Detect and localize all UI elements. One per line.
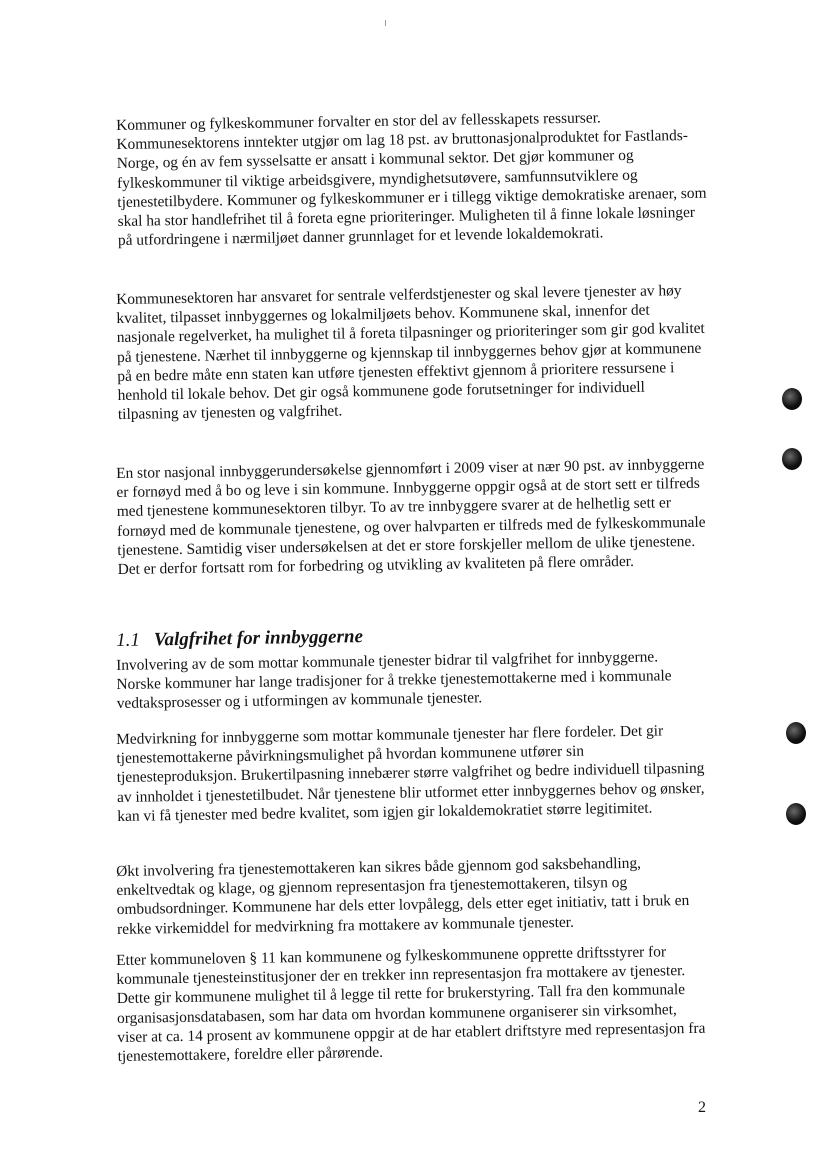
scan-mark [385, 20, 386, 26]
paragraph-intro-3: En stor nasjonal innbyggerundersøkelse gjennomført i 2009 viser at nær 90 pst. av innbyggerne er fornøyd med å bo og leve i sin kommune. Innbyggerne oppgir også at de stort sett er tilfreds med tjenestene kommunesektoren tilbyr. To av tre innbyggere svarer at de helhetlig sett er fornøyd med de kommunale tjenestene, og over halvparten er tilfreds med de fylkeskommunale tjenestene. Samtidig viser undersøkelsen at det er store forskjeller mellom de ulike tjenestene. Det er derfor fortsatt rom for forbedring og utvikling av kvaliteten på flere områder. [116, 455, 706, 579]
paragraph-section-4: Etter kommuneloven § 11 kan kommunene og fylkeskommunene opprette driftsstyrer for kommunale tjenesteinstitusjoner der en trekker inn representasjon fra mottakere av tjenester. Dette gir kommunene mulighet til å legge til rette for brukerstyring. Tall fra den kommunale organisasjonsdatabasen, som har data om hvordan kommunene organiserer sin virksomhet, viser at ca. 14 prosent av kommunene oppgir at de har etablert driftstyre med representasjon fra tjenestemottakere, foreldre eller pårørende. [116, 943, 706, 1066]
page-number: 2 [698, 1099, 706, 1116]
section-title: Valgfrihet for innbyggerne [153, 626, 364, 651]
paragraph-intro-1: Kommuner og fylkeskommuner forvalter en stor del av fellesskapets ressurser. Kommunesektorens inntekter utgjør om lag 18 pst. av bruttonasjonalproduktet for Fastlands-Norge, og én av fem sysselsatte er ansatt i kommunal sektor. Det gjør kommuner og fylkeskommuner til viktige arbeidsgivere, myndighetsutøvere, samfunnsutviklere og tjenestetilbydere. Kommuner og fylkeskommuner er i tillegg viktige demokratiske arenaer, som skal ha stor handlefrihet til å foreta egne prioriteringer. Muligheten til å finne lokale løsninger på utfordringene i nærmiljøet danner grunnlaget for et levende lokaldemokrati. [116, 109, 707, 250]
paragraph-intro-2: Kommunesektoren har ansvaret for sentrale velferdstjenester og skal levere tjenester av høy kvalitet, tilpasset innbyggernes og lokalmiljøets behov. Kommunene skal, innenfor det nasjonale regelverket, ha mulighet til å foreta tilpasninger og prioriteringer som gir god kvalitet på tjenestene. Nærhet til innbyggerne og kjennskap til innbyggernes behov gjør at kommunene på en bedre måte enn staten kan utføre tjenesten effektivt gjennom å prioritere ressursene i henhold til lokale behov. Det gir også kommunene gode forutsetninger for individuell tilpasning av tjenesten og valgfrihet. [116, 282, 705, 424]
punch-hole-icon [786, 803, 806, 825]
punch-hole-icon [782, 388, 802, 410]
section-number: 1.1 [116, 629, 141, 651]
punch-hole-icon [786, 722, 806, 744]
paragraph-section-2: Medvirkning for innbyggerne som mottar kommunale tjenester har flere fordeler. Det gir tjenestemottakerne påvirkningsmulighet på hvordan kommunene utfører sin tjenesteproduksjon. Brukertilpasning innebærer større valgfrihet og bedre individuell tilpasning av innholdet i tjenestetilbudet. Når tjenestene blir utformet etter innbyggernes behov og ønsker, kan vi få tjenester med bedre kvalitet, som igjen gir lokaldemokratiet større legitimitet. [116, 722, 705, 825]
paragraph-section-1: Involvering av de som mottar kommunale tjenester bidrar til valgfrihet for innbyggerne. Norske kommuner har lange tradisjoner for å trekke tjenestemottakerne med i kommunale vedtaksprosesser og i utformingen av kommunale tjenester. [116, 648, 672, 713]
punch-hole-icon [782, 448, 802, 470]
paragraph-section-3: Økt involvering fra tjenestemottakeren kan sikres både gjennom god saksbehandling, enkeltvedtak og klage, og gjennom representasjon fra tjenestemottakeren, tilsyn og ombudsordninger. Kommunene har dels etter lovpålegg, dels etter eget initiativ, tatt i bruk en rekke virkemiddel for medvirkning fra mottakere av kommunale tjenester. [116, 854, 690, 938]
